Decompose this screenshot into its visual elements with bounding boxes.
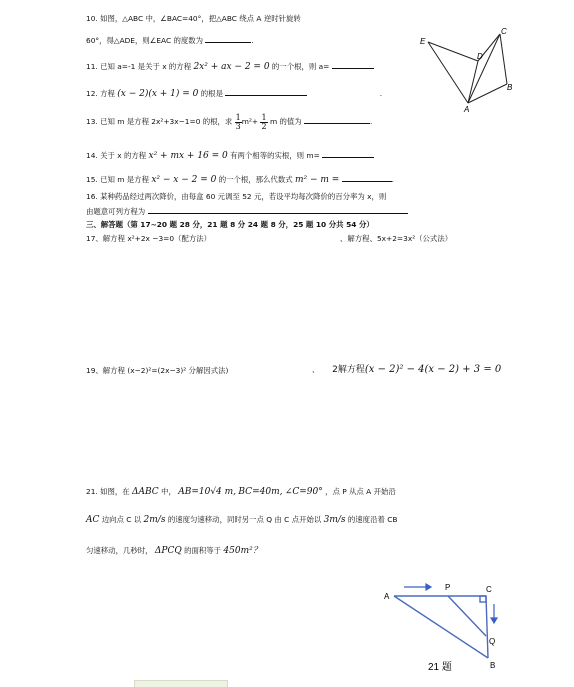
label-E: E: [420, 37, 426, 46]
question-21-line1: [86, 486, 396, 498]
q13-fraction-1: [235, 114, 242, 131]
question-14: [86, 148, 374, 162]
question-21-line2: [86, 514, 397, 526]
question-20: [312, 364, 501, 376]
q11-equation: 2x² + ax − 2 = 0: [193, 62, 270, 72]
q13-frac1-numerator: 1: [235, 112, 241, 122]
q20-separator: 、: [312, 365, 320, 374]
q12-suffix: 的根是: [200, 89, 223, 98]
q21-l1-b: 中，: [161, 487, 176, 496]
q13-frac2-denominator: 2: [261, 121, 267, 131]
question-19: [86, 365, 228, 376]
arrow-q-head: [491, 618, 497, 623]
label-C: C: [486, 585, 492, 594]
q14-suffix: 有两个相等的实根，则 m=: [230, 151, 320, 160]
q21-l2-b: 边向点 C 以: [101, 515, 142, 524]
q14-equation: x² + mx + 16 = 0: [148, 151, 228, 161]
label-P: P: [445, 583, 451, 592]
label-B: B: [507, 83, 513, 92]
q19-text: 19、解方程 (x−2)²=(2x−3)² 分解因式法): [86, 366, 229, 375]
segment-AB: [468, 84, 507, 103]
q13-term2: m 的值为: [269, 117, 302, 126]
q16-text-2: 由题意可列方程为: [86, 207, 146, 216]
segment-DA: [468, 61, 478, 103]
q21-angle-c: ∠C=90°: [284, 487, 323, 497]
q21-l3-a: 匀速移动，几秒时，: [86, 546, 153, 555]
q21-l2-c: 的速度匀速移动，同时另一点 Q 由 C 点开始以: [167, 515, 322, 524]
q21-l2-d: 的速度沿着 CB: [347, 515, 398, 524]
q10-answer-blank[interactable]: [205, 33, 251, 43]
q21-area: 450m²？: [223, 546, 262, 556]
figure-q21-triangle: [382, 578, 512, 678]
q11-answer-blank[interactable]: [332, 59, 374, 69]
question-21-line3: [86, 545, 262, 557]
question-11: [86, 59, 374, 73]
q10-text-2: 60°，得△ADE，则∠EAC 的度数为: [86, 36, 204, 45]
label-A: A: [464, 105, 470, 114]
q15-expression: m² − m =: [294, 175, 340, 185]
q17-text: 17、解方程 x²+2x −3=0（配方法）: [86, 234, 212, 243]
q16-text-1: 16. 某种药品经过两次降价，由每盒 60 元调至 52 元，若设平均每次降价的百分率为 x，则: [86, 192, 387, 201]
label-C: C: [501, 27, 507, 36]
q13-prefix: 13. 已知 m 是方程 2x²+3x−1=0 的根，求: [86, 117, 233, 126]
q12-equation: (x − 2)(x + 1) = 0: [117, 89, 199, 99]
figure-q10-rotation: [416, 26, 526, 116]
question-15: 15. 已知 m 是方程 x² − x − 2 = 0 的一个根，那么代数式 m² − m = .: [86, 172, 394, 186]
q14-answer-blank[interactable]: [322, 148, 374, 158]
q21-speed-p: 2m/s: [143, 515, 166, 525]
q13-answer-blank[interactable]: [304, 114, 370, 124]
section-3-heading: [86, 219, 374, 230]
q13-term1: m²+: [241, 117, 259, 126]
label-Q: Q: [489, 637, 496, 646]
q14-prefix: 14. 关于 x 的方程: [86, 151, 147, 160]
question-17: [86, 233, 211, 244]
q13-fraction-2: [260, 114, 267, 131]
q21-l3-b: 的面积等于: [184, 546, 222, 555]
q10-text-1: 10. 如图，△ABC 中，∠BAC=40°，把△ABC 绕点 A 逆时针旋转: [86, 14, 301, 23]
right-angle-mark: [480, 596, 486, 602]
label-A: A: [384, 592, 390, 601]
q21-ab: AB=10√4 m,: [178, 487, 237, 497]
segment-CB: [500, 34, 507, 84]
segment-ED: [428, 42, 478, 61]
figure-caption: 21 题: [428, 662, 452, 673]
q21-ac: AC: [86, 515, 100, 525]
q18-text: 、解方程、5x+2=3x²（公式法）: [340, 234, 453, 243]
q21-speed-q: 3m/s: [323, 515, 346, 525]
q15-prefix: 15. 已知 m 是方程: [86, 175, 149, 184]
q21-triangle-abc: ΔABC: [132, 487, 159, 497]
arrow-p-head: [426, 584, 431, 590]
question-10-line2: 60°，得△ADE，则∠EAC 的度数为 .: [86, 33, 254, 46]
q13-frac2-numerator: 1: [261, 112, 267, 122]
q12-prefix: 12. 方程: [86, 89, 115, 98]
question-13: 13. 已知 m 是方程 2x²+3x−1=0 的根，求 $\frac{1}{3}$ m²+ $\frac{1}{2}$ m 的值为 .: [86, 112, 373, 131]
q21-l1-d: ，点 P 从点 A 开始沿: [325, 487, 396, 496]
segment-EA: [428, 42, 468, 103]
section-3-title: 三、解答题（第 17~20 题 28 分，21 题 8 分 24 题 8 分，25 题 10 分共 54 分）: [86, 220, 374, 229]
q11-prefix: 11. 已知 a=-1 是关于 x 的方程: [86, 62, 192, 71]
q16-answer-blank[interactable]: [148, 204, 408, 214]
segment-CA: [468, 34, 500, 103]
q15-answer-blank[interactable]: [342, 172, 392, 182]
segment-CB: [486, 596, 488, 658]
q21-l1-a: 21. 如图，在: [86, 487, 130, 496]
label-B: B: [490, 661, 496, 670]
q15-equation: x² − x − 2 = 0: [151, 175, 217, 185]
q15-middle: 的一个根，那么代数式: [218, 175, 293, 184]
label-D: D: [477, 52, 483, 61]
q13-frac1-denominator: 3: [235, 121, 241, 131]
q20-prefix: 2解方程: [332, 365, 365, 375]
q11-suffix: 的一个根，则 a=: [271, 62, 330, 71]
question-16-line2: [86, 204, 408, 217]
question-18: [340, 233, 452, 244]
question-16-line1: [86, 191, 386, 202]
q21-triangle-pcq: ΔPCQ: [154, 546, 182, 556]
question-10-line1: [86, 13, 301, 24]
q20-equation: (x − 2)² − 4(x − 2) + 3 = 0: [364, 364, 502, 375]
q21-bc: BC=40m,: [238, 487, 283, 497]
question-12: 12. 方程 (x − 2)(x + 1) = 0 的根是 .: [86, 86, 382, 100]
q12-answer-blank[interactable]: [225, 86, 307, 96]
segment-AB: [394, 596, 488, 658]
